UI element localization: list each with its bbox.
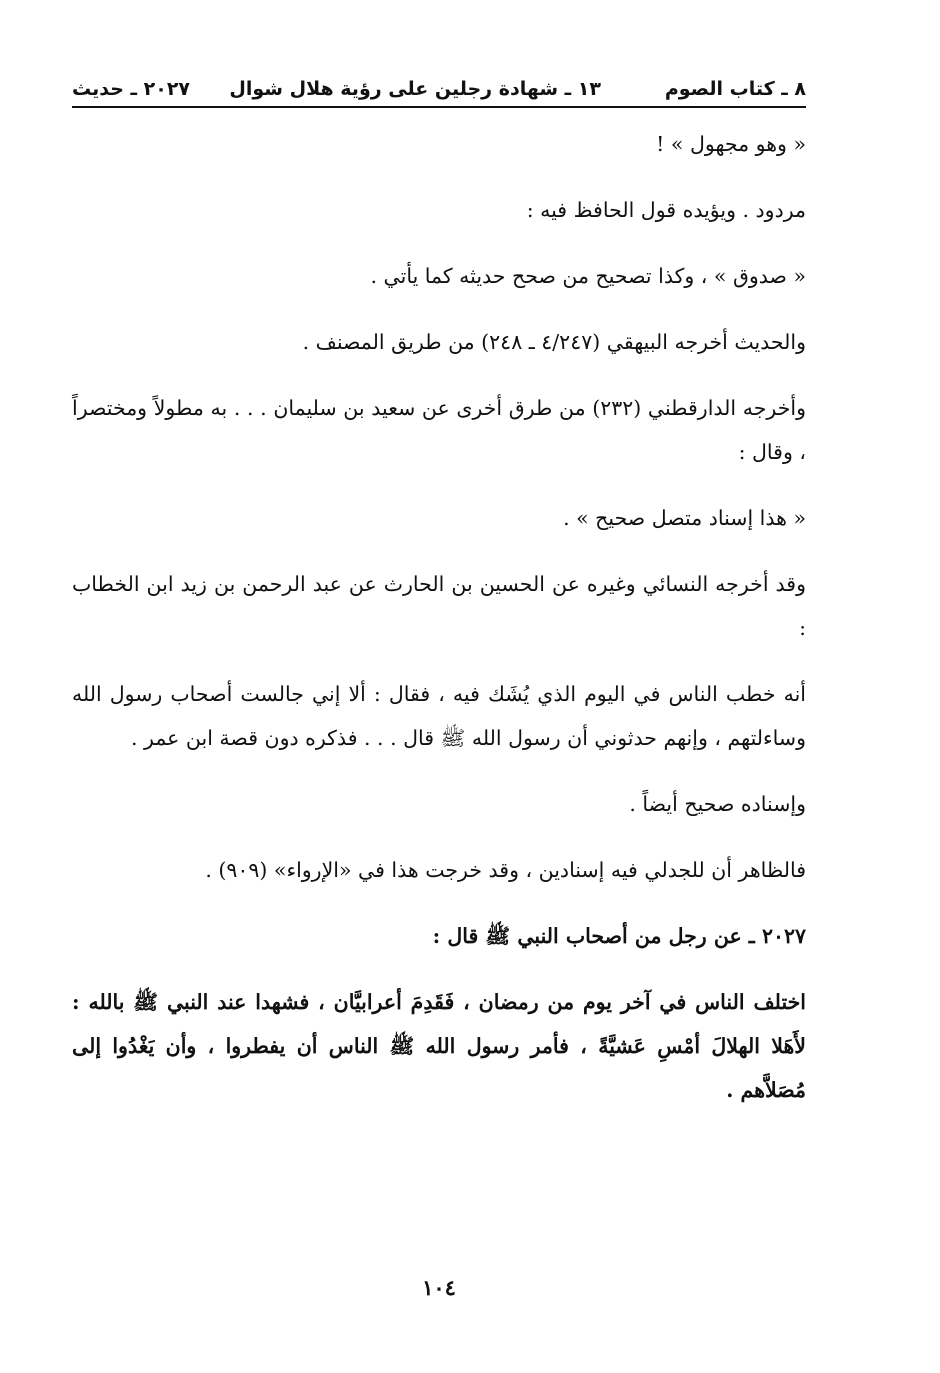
paragraph: أنه خطب الناس في اليوم الذي يُشَك فيه ، فقال : ألا إني جالست أصحاب رسول الله وساءلتهم ، وإنهم حدثوني أن رسول الله ﷺ قال . . . فذكره دون قصة ابن عمر .: [72, 682, 806, 750]
header-hadith-ref: ٢٠٢٧ ـ حديث: [72, 78, 191, 100]
paragraph: « صدوق » ، وكذا تصحيح من صحح حديثه كما يأتي .: [370, 264, 806, 288]
paragraph: وقد أخرجه النسائي وغيره عن الحسين بن الحارث عن عبد الرحمن بن زيد ابن الخطاب :: [72, 572, 806, 640]
paragraph: مردود . ويؤيده قول الحافظ فيه :: [526, 198, 806, 222]
page-number: ١٠٤: [422, 1275, 456, 1300]
paragraph: وأخرجه الدارقطني (٢٣٢) من طرق أخرى عن سعيد بن سليمان . . . به مطولاً ومختصراً ، وقال :: [72, 396, 806, 464]
paragraph: « هذا إسناد متصل صحيح » .: [563, 506, 806, 530]
paragraph: « وهو مجهول » !: [656, 132, 806, 156]
page-body: [72, 122, 806, 1134]
paragraph: والحديث أخرجه البيهقي (٤/٢٤٧ ـ ٢٤٨) من طريق المصنف .: [302, 330, 806, 354]
paragraph: فالظاهر أن للجدلي فيه إسنادين ، وقد خرجت هذا في «الإرواء» (٩٠٩) .: [205, 858, 806, 882]
paragraph: وإسناده صحيح أيضاً .: [629, 792, 806, 816]
hadith-text: اختلف الناس في آخر يوم من رمضان ، فَقَدِمَ أعرابيَّان ، فشهدا عند النبي ﷺ بالله : لأَهَلا الهلالَ أمْسِ عَشيَّةً ، فأمر رسول الله ﷺ الناس أن يفطروا ، وأن يَغْدُوا إلى مُصَلاَّهم .: [72, 990, 806, 1102]
running-header: [72, 72, 806, 106]
hadith-heading: ٢٠٢٧ ـ عن رجل من أصحاب النبي ﷺ قال :: [432, 924, 806, 948]
header-section: ١٣ ـ شهادة رجلين على رؤية هلال شوال: [229, 78, 601, 100]
header-chapter: ٨ ـ كتاب الصوم: [664, 78, 806, 100]
book-page: [72, 60, 806, 1320]
header-divider: [72, 106, 806, 108]
